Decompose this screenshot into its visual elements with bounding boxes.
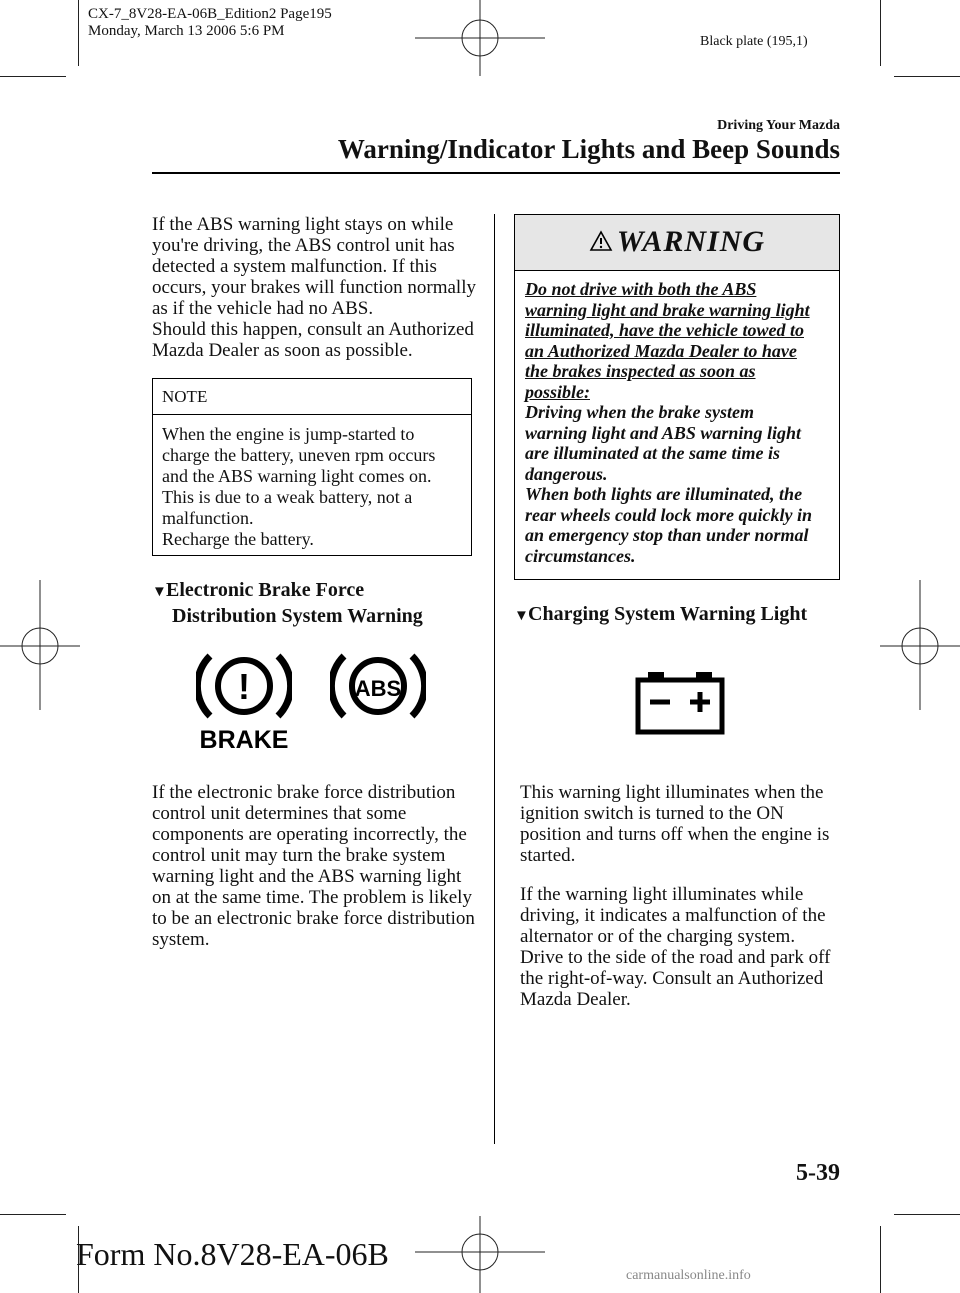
warning-title: WARNING [616, 225, 766, 258]
text-line: If the warning light illuminates while [520, 884, 804, 905]
text-line: circumstances. [525, 545, 636, 566]
page-number: 5-39 [796, 1160, 840, 1186]
exclamation-symbol: ! [238, 666, 250, 707]
text-line: on at the same time. The problem is likely [152, 887, 472, 908]
text-line: If the electronic brake force distribution [152, 782, 456, 803]
charging-malfunction-paragraph [520, 884, 850, 1010]
text-line: driving, it indicates a malfunction of the [520, 905, 826, 926]
header-rule [152, 172, 840, 174]
registration-mark-left [0, 580, 80, 710]
text-line: Do not drive with both the ABS [525, 279, 757, 299]
text-line: components are operating incorrectly, the [152, 824, 467, 845]
brake-warning-icon [196, 646, 292, 756]
text-line: occurs, your brakes will function normally [152, 277, 476, 298]
warning-box [514, 214, 840, 580]
registration-mark-top [415, 0, 545, 76]
text-line: When both lights are illuminated, the [525, 484, 803, 504]
text-line: rear wheels could lock more quickly in [525, 504, 812, 525]
subheading-line: Distribution System Warning [172, 605, 423, 627]
text-line: If the ABS warning light stays on while [152, 214, 454, 235]
text-line: warning light and the ABS warning light [152, 866, 462, 887]
warning-body [515, 271, 839, 566]
text-line: detected a system malfunction. If this [152, 256, 437, 277]
text-line: an Authorized Mazda Dealer to have [525, 340, 797, 361]
text-line: the right-of-way. Consult an Authorized [520, 968, 824, 989]
text-line: control unit may turn the brake system [152, 845, 446, 866]
text-line: the brakes inspected as soon as [525, 361, 756, 381]
text-line: malfunction. [162, 508, 254, 528]
triangle-marker-icon: ▼ [152, 584, 167, 600]
text-line: warning light and ABS warning light [525, 422, 801, 443]
abs-malfunction-paragraph [152, 214, 482, 361]
subheading-line: Electronic Brake Force [166, 579, 365, 601]
print-file-info [88, 6, 332, 40]
text-line: possible: [525, 381, 590, 402]
text-line: to be an electronic brake force distribution [152, 908, 475, 929]
print-file-name: CX-7_8V28-EA-06B_Edition2 Page195 [88, 6, 332, 22]
charging-subheading [514, 602, 844, 628]
text-line: you're driving, the ABS control unit has [152, 235, 455, 256]
text-line: an emergency stop than under normal [525, 525, 809, 545]
watermark: carmanualsonline.info [626, 1268, 751, 1283]
text-line: are illuminated at the same time is [525, 443, 781, 463]
note-title: NOTE [153, 379, 471, 415]
text-line: position and turns off when the engine is [520, 824, 830, 845]
section-title: Driving Your Mazda [717, 118, 840, 133]
text-line: started. [520, 845, 576, 866]
text-line: control unit determines that some [152, 803, 407, 824]
text-line: Mazda Dealer. [520, 989, 631, 1010]
text-line: illuminated, have the vehicle towed to [525, 320, 804, 340]
subheading-line: Charging System Warning Light [528, 603, 808, 625]
text-line: Drive to the side of the road and park off [520, 947, 831, 968]
brake-label: BRAKE [199, 726, 289, 754]
abs-warning-icon [330, 646, 426, 730]
registration-mark-bottom [415, 1216, 545, 1293]
charging-description-paragraph [520, 782, 850, 866]
text-line: and the ABS warning light comes on. [162, 466, 432, 486]
form-number: Form No.8V28-EA-06B [76, 1236, 389, 1272]
warning-header [515, 215, 839, 271]
plate-label: Black plate (195,1) [700, 34, 808, 49]
note-box [152, 378, 472, 556]
text-line: When the engine is jump-started to [162, 424, 415, 444]
note-body [153, 415, 471, 550]
chapter-title: Warning/Indicator Lights and Beep Sounds [337, 134, 840, 164]
triangle-marker-icon: ▼ [514, 608, 529, 624]
abs-label: ABS [354, 676, 402, 701]
text-line: ignition switch is turned to the ON [520, 803, 784, 824]
print-date: Monday, March 13 2006 5:6 PM [88, 23, 285, 39]
text-line: Mazda Dealer as soon as possible. [152, 340, 413, 361]
text-line: charge the battery, uneven rpm occurs [162, 445, 436, 465]
column-divider [494, 214, 495, 1144]
text-line: warning light and brake warning light [525, 299, 810, 320]
text-line: Driving when the brake system [525, 402, 755, 422]
ebd-subheading [152, 578, 482, 628]
text-line: This warning light illuminates when the [520, 782, 824, 803]
text-line: Recharge the battery. [162, 529, 314, 549]
text-line: Should this happen, consult an Authorized [152, 319, 474, 340]
registration-mark-right [880, 580, 960, 710]
battery-warning-icon [634, 670, 726, 736]
text-line: as if the vehicle had no ABS. [152, 298, 374, 319]
text-line: dangerous. [525, 463, 608, 484]
warning-triangle-icon [589, 230, 613, 252]
text-line: This is due to a weak battery, not a [162, 487, 413, 507]
text-line: system. [152, 929, 210, 950]
ebd-description-paragraph [152, 782, 482, 950]
text-line: alternator or of the charging system. [520, 926, 796, 947]
